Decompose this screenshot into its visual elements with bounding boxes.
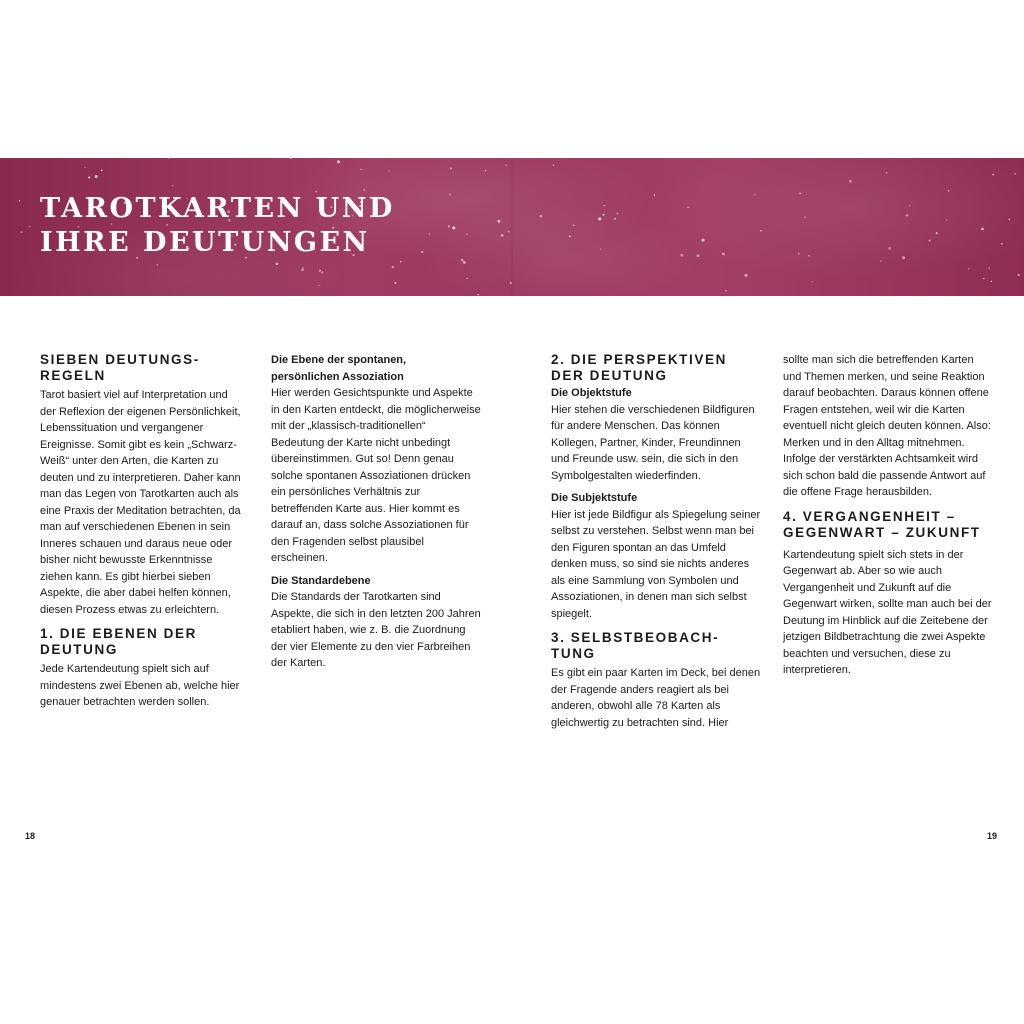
star bbox=[394, 282, 396, 284]
chapter-title-line2: IHRE DEUTUNGEN bbox=[40, 227, 370, 258]
star bbox=[1018, 274, 1020, 276]
star bbox=[1014, 173, 1016, 175]
star bbox=[540, 215, 542, 217]
star bbox=[808, 255, 810, 257]
objektstufe-paragraph: Hier stehen die verschiedenen Bildfiguren für andere Menschen. Das können Kollegen, Partner, Kinder, Freundinnen und Freunde usw. sein, die sich in den Symbolgestalten wiederfinden. bbox=[551, 403, 755, 482]
star bbox=[928, 240, 930, 242]
heading-line: TUNG bbox=[551, 646, 596, 661]
star bbox=[798, 253, 800, 255]
star bbox=[1001, 243, 1002, 244]
star bbox=[760, 230, 762, 232]
star bbox=[573, 225, 574, 226]
heading-line: GEGENWART – ZUKUNFT bbox=[783, 524, 981, 540]
star bbox=[450, 168, 452, 170]
subheading-spontane-assoziation bbox=[271, 352, 481, 385]
star bbox=[614, 218, 616, 220]
star bbox=[722, 253, 724, 255]
star bbox=[812, 281, 813, 282]
star bbox=[400, 261, 402, 263]
heading-ebenen-der-deutung bbox=[40, 626, 245, 658]
star bbox=[946, 219, 948, 221]
spontane-assoziation-paragraph: Hier werden Gesichtspunkte und Aspekte in den Karten entdeckt, die möglicherweise mit der „klassisch-traditionellen“ Bedeutung der Karte nicht unbedingt übereinstimmen. Gut so! Denn genau solche spontanen Assoziationen drücken ein persönliches Verhältnis zur betreffenden Karte aus. Hier kommt es darauf an, dass solche Assoziationen für den Fragenden selbst plausibel erscheinen. bbox=[271, 387, 481, 564]
star bbox=[101, 169, 103, 171]
star bbox=[88, 176, 90, 178]
continuation-paragraph: sollte man sich die betreffenden Karten und Themen merken, und seine Reaktion darauf beobachten. Daraus können offene Fragen entstehen, weil wir die Karten eventuell nicht gleich deuten können. Also: Merken und in den Alltag mitnehmen. Infolge der verstärkten Achtsamkeit wird sich schon bald die passende Antwort auf die offene Frage herausbilden. bbox=[783, 354, 991, 498]
star bbox=[948, 190, 950, 192]
star bbox=[968, 268, 969, 269]
star bbox=[936, 232, 938, 234]
subheading-line: Die Ebene der spontanen, bbox=[271, 354, 407, 366]
star bbox=[290, 158, 292, 159]
star bbox=[19, 200, 20, 201]
page-number-right: 19 bbox=[987, 831, 998, 841]
star bbox=[449, 193, 451, 195]
star bbox=[702, 239, 705, 242]
star bbox=[983, 278, 984, 279]
star bbox=[603, 214, 605, 216]
column-3 bbox=[551, 352, 761, 731]
star bbox=[880, 260, 882, 262]
star bbox=[697, 254, 700, 257]
subheading-subjektstufe: Die Subjektstufe bbox=[551, 492, 638, 504]
star bbox=[616, 212, 618, 214]
star bbox=[477, 294, 478, 295]
heading-line: REGELN bbox=[40, 368, 106, 383]
heading-line: 3. SELBSTBEOBACH- bbox=[551, 630, 720, 645]
star bbox=[463, 261, 466, 264]
star bbox=[319, 270, 321, 272]
star bbox=[168, 158, 169, 159]
subjektstufe-paragraph: Hier ist jede Bildfigur als Spiegelung seiner selbst zu verstehen. Selbst wenn man bei den Figuren spontan an das Umfeld denken muss, so sind sie nichts anderes als eine Sammlung von Symbolen und Assoziationen, in denen man sich selbst spiegelt. bbox=[551, 508, 761, 620]
star bbox=[991, 281, 992, 282]
star bbox=[363, 189, 365, 191]
star bbox=[276, 263, 278, 265]
standardebene-paragraph: Die Standards der Tarotkarten sind Aspekte, die sich in den letzten 200 Jahren etabliert haben, wie z. B. die Zuordnung der vier Elemente zu den vier Farbreihen der Karten. bbox=[271, 591, 481, 669]
zeitebene-paragraph: Kartendeutung spielt sich stets in der Gegenwart ab. Aber so wie auch Vergangenheit und Zukunft auf die Gegenwart wirken, sollte man auch bei der Deutung im Hinblick auf die Zeitebene der jetzigen Bildbetrachtung die zwei Aspekte beachten und versuchen, diese zu interpretieren. bbox=[783, 548, 992, 676]
star bbox=[392, 266, 394, 268]
star bbox=[452, 227, 455, 230]
star bbox=[301, 269, 303, 271]
star bbox=[553, 165, 554, 166]
star bbox=[849, 180, 852, 183]
star bbox=[804, 216, 806, 218]
page-number-left: 18 bbox=[25, 831, 36, 841]
star bbox=[498, 220, 501, 223]
star bbox=[302, 267, 304, 269]
star bbox=[467, 234, 468, 235]
star bbox=[799, 192, 801, 194]
star bbox=[687, 206, 689, 208]
star bbox=[157, 264, 159, 266]
subheading-line: persönlichen Assoziation bbox=[271, 370, 404, 383]
star bbox=[598, 218, 601, 221]
column-2 bbox=[271, 352, 481, 672]
heading-line: 4. VERGANGENHEIT – bbox=[783, 508, 956, 524]
star bbox=[29, 226, 31, 228]
star bbox=[754, 194, 755, 195]
star bbox=[909, 205, 910, 206]
star bbox=[505, 164, 507, 166]
star bbox=[725, 290, 727, 292]
heading-perspektiven bbox=[551, 352, 761, 384]
column-4 bbox=[783, 352, 993, 679]
star bbox=[981, 228, 984, 231]
star bbox=[466, 278, 468, 280]
star bbox=[600, 249, 601, 250]
star bbox=[745, 274, 748, 277]
heading-sieben-deutungsregeln bbox=[40, 352, 245, 384]
selbstbeobachtung-paragraph: Es gibt ein paar Karten im Deck, bei denen der Fragende anders reagiert als bei anderen, obwohl alle 78 Karten als gleichwertig zu betrachten sind. Hier bbox=[551, 667, 761, 729]
heading-line: SIEBEN DEUTUNGS- bbox=[40, 352, 200, 367]
subheading-objektstufe: Die Objektstufe bbox=[551, 387, 632, 399]
star bbox=[906, 214, 908, 216]
star bbox=[448, 225, 450, 227]
star bbox=[337, 160, 340, 163]
star bbox=[360, 169, 361, 170]
star bbox=[485, 170, 486, 171]
star bbox=[461, 259, 463, 261]
subheading-standardebene: Die Standardebene bbox=[271, 574, 371, 587]
intro-paragraph: Tarot basiert viel auf Interpretation und der Reflexion der eigenen Persönlichkeit, Lebenssituation und vergangener Ereignisse. Somit gibt es kein „Schwarz-Weiß“ unter den Arten, die Karten zu deuten und zu interpretieren. Daher kann man das Legen von Tarotkarten auch als eine Praxis der Meditation betrachten, da man auf verschiedenen Ebenen in sein Inneres schauen und daraus neue oder bisher nicht bewusste Erkenntnisse ziehen kann. Es gibt hierbei sieben Aspekte, die aber dabei helfen können, diesen Prozess etwas zu erleichtern. bbox=[40, 389, 241, 616]
star bbox=[318, 285, 319, 286]
heading-line: 1. DIE EBENEN DER bbox=[40, 626, 197, 641]
star bbox=[886, 172, 888, 174]
star bbox=[992, 174, 994, 176]
chapter-title-line1: TAROTKARTEN UND bbox=[40, 193, 395, 224]
star bbox=[95, 175, 98, 178]
heading-line: DER DEUTUNG bbox=[551, 368, 668, 383]
star bbox=[321, 271, 323, 273]
star bbox=[421, 251, 423, 253]
star bbox=[680, 254, 683, 257]
star bbox=[20, 231, 22, 233]
heading-vergangenheit-gegenwart-zukunft bbox=[783, 509, 993, 541]
star bbox=[172, 185, 174, 187]
star bbox=[508, 230, 510, 232]
page-fold bbox=[511, 158, 513, 296]
star bbox=[988, 267, 989, 268]
star bbox=[654, 194, 655, 195]
star bbox=[888, 247, 891, 250]
header-banner bbox=[0, 158, 1024, 296]
column-1 bbox=[40, 352, 245, 711]
chapter-title bbox=[40, 192, 395, 260]
heading-line: 2. DIE PERSPEKTIVEN bbox=[551, 352, 727, 367]
star bbox=[1008, 219, 1010, 221]
star bbox=[429, 233, 430, 234]
star bbox=[389, 170, 390, 171]
star bbox=[604, 205, 605, 206]
star bbox=[569, 236, 571, 238]
section1-paragraph: Jede Kartendeutung spielt sich auf mindestens zwei Ebenen ab, welche hier genauer betrachten werden sollen. bbox=[40, 663, 240, 708]
star bbox=[902, 256, 905, 259]
heading-line: DEUTUNG bbox=[40, 642, 118, 657]
heading-selbstbeobachtung bbox=[551, 630, 761, 662]
star bbox=[501, 234, 504, 237]
star bbox=[84, 167, 86, 169]
